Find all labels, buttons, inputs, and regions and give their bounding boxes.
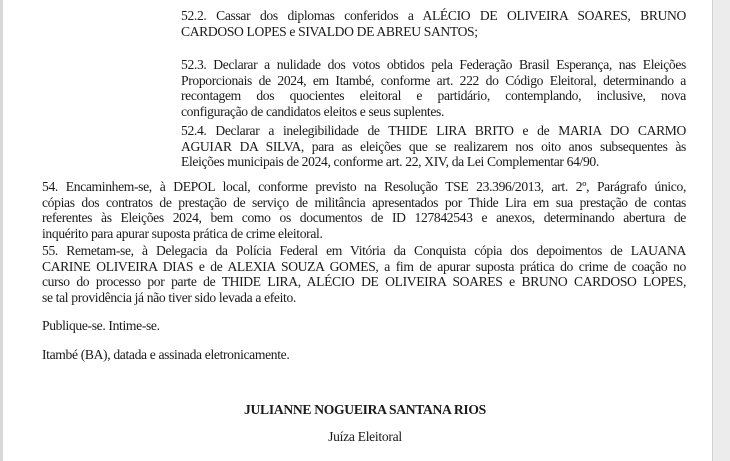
text-line: Eleições municipais de 2024, conforme art. 22, XIV, da Lei Complementar 64/90. xyxy=(181,154,599,170)
text-line: 54. Encaminhem-se, à DEPOL local, conforme previsto na Resolução TSE 23.396/2013, art. 2º, Parágrafo único, xyxy=(42,179,686,194)
text-line: se tal providência já não tiver sido levada a efeito. xyxy=(42,289,296,305)
text-line: CARDOSO LOPES e SIVALDO DE ABREU SANTOS; xyxy=(181,23,478,39)
place-date-text: Itambé (BA), datada e assinada eletronicamente. xyxy=(42,347,290,362)
paragraph-54 xyxy=(42,179,686,241)
paragraph-52-3 xyxy=(181,57,686,119)
paragraph-55 xyxy=(42,243,686,305)
text-line: configuração de candidatos eleitos e seus suplentes. xyxy=(181,103,445,119)
text-line: 52.2. Cassar dos diplomas conferidos a ALÉCIO DE OLIVEIRA SOARES, BRUNO xyxy=(181,8,686,23)
text-line: 52.3. Declarar a nulidade dos votos obtidos pela Federação Brasil Esperança, nas Eleições xyxy=(181,57,686,72)
publique-text: Publique-se. Intime-se. xyxy=(42,318,160,333)
text-line: 55. Remetam-se, à Delegacia da Polícia Federal em Vitória da Conquista cópia dos depoimentos de LAUANA xyxy=(42,243,686,258)
text-line: AGUIAR DA SILVA, para as eleições que se realizarem nos oito anos subsequentes às xyxy=(181,138,686,154)
text-line: inquérito para apurar suposta prática de crime eleitoral. xyxy=(42,225,323,241)
page-edge-left xyxy=(0,0,3,461)
signer-role: Juíza Eleitoral xyxy=(328,429,402,444)
paragraph-52-2 xyxy=(181,8,686,39)
paragraph-52-4 xyxy=(181,123,686,170)
text-line: recontagem dos quocientes eleitoral e partidário, contemplando, inclusive, nova xyxy=(181,88,686,104)
page-edge-right xyxy=(712,0,730,461)
signer-name: JULIANNE NOGUEIRA SANTANA RIOS xyxy=(244,402,486,417)
text-line: Proporcionais de 2024, em Itambé, conforme art. 222 do Código Eleitoral, determinando a xyxy=(181,72,686,88)
text-line: curso do processo por parte de THIDE LIRA, ALÉCIO DE OLIVEIRA SOARES e BRUNO CARDOSO LOPES, xyxy=(42,274,686,290)
text-line: referentes às Eleições 2024, bem como os documentos de ID 127842543 e anexos, determinando abertura de xyxy=(42,210,686,226)
text-line: 52.4. Declarar a inelegibilidade de THIDE LIRA BRITO e de MARIA DO CARMO xyxy=(181,123,686,138)
text-line: CARINE OLIVEIRA DIAS e de ALEXIA SOUZA GOMES, a fim de apurar suposta prática do crime de coação no xyxy=(42,258,686,274)
text-line: cópias dos contratos de prestação de serviço de militância apresentados por Thide Lira em sua prestação de contas xyxy=(42,194,686,210)
